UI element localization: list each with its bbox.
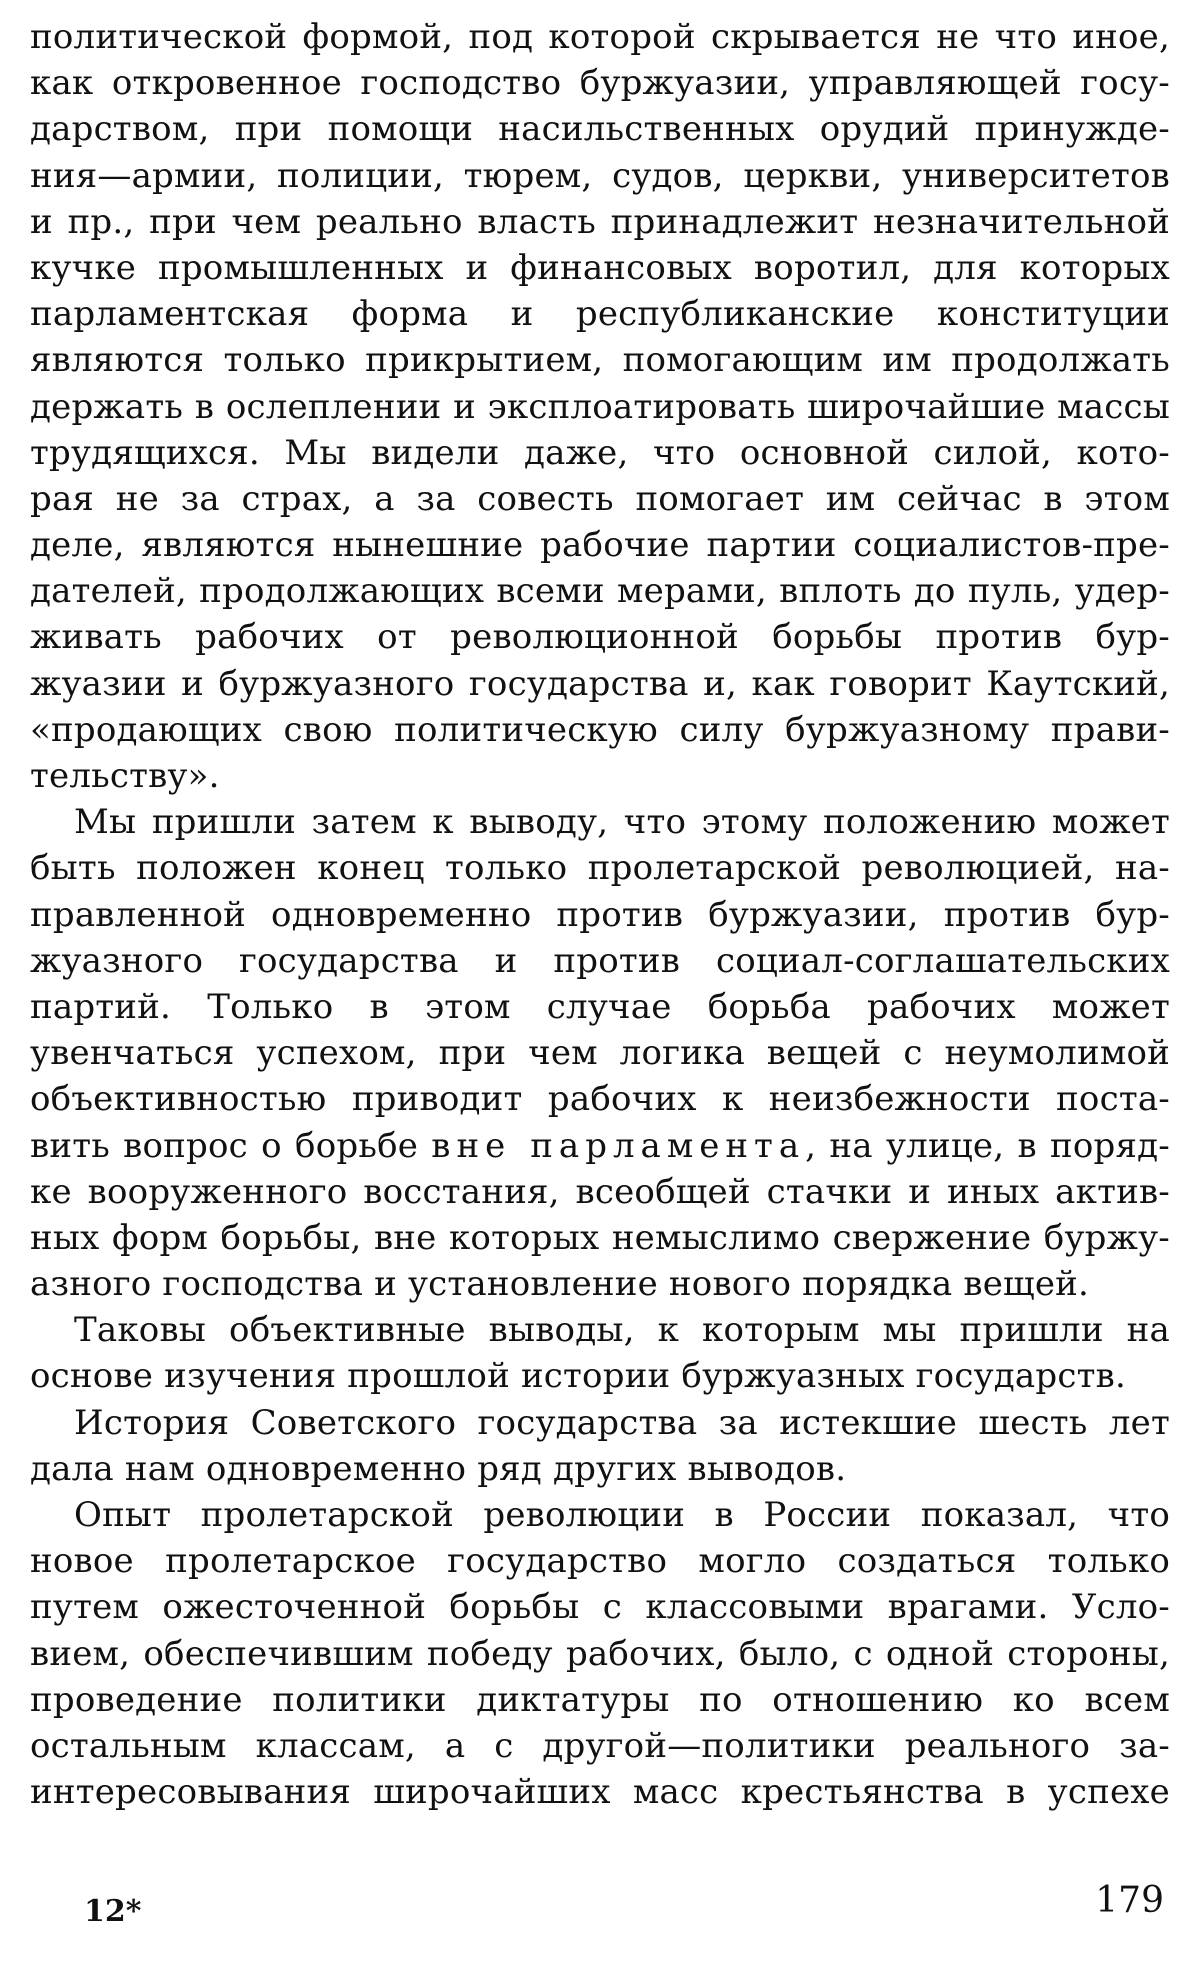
text-line: «продающих свою политическую силу буржуазному прави- (30, 709, 1170, 750)
text-line: вием, обеспечившим победу рабочих, было, с одной стороны, (30, 1633, 1170, 1674)
text-line: рая не за страх, а за совесть помогает им сейчас в этом (30, 478, 1170, 519)
text-line: жуазии и буржуазного государства и, как говорит Каутский, (30, 663, 1170, 704)
text-line: быть положен конец только пролетарской революцией, на- (30, 848, 1170, 889)
paragraph-start-line: Таковы объективные выводы, к которым мы пришли на (74, 1310, 1170, 1351)
line-part-before: вить вопрос о борьбе (30, 1125, 432, 1166)
text-line: дателей, продолжающих всеми мерами, вплоть до пуль, удер- (30, 571, 1170, 612)
text-line: проведение политики диктатуры по отношению ко всем (30, 1679, 1170, 1720)
text-line: партий. Только в этом случае борьба рабочих может (30, 986, 1170, 1027)
text-line: азного господства и установление нового порядка вещей. (30, 1264, 1090, 1305)
page-footer (0, 1880, 1200, 1940)
text-line: как откровенное господство буржуазии, управляющей госу- (30, 63, 1170, 104)
text-line: держать в ослеплении и эксплоатировать широчайшие массы (30, 386, 1170, 427)
text-line: путем ожесточенной борьбы с классовыми врагами. Усло- (30, 1587, 1170, 1628)
page-number: 179 (1095, 1880, 1164, 1921)
text-line: ных форм борьбы, вне которых немыслимо свержение буржу- (30, 1217, 1170, 1258)
text-line: жуазного государства и против социал-соглашательских (30, 940, 1170, 981)
paragraph-start-line: Мы пришли затем к выводу, что этому положению может (74, 802, 1170, 843)
text-line: трудящихся. Мы видели даже, что основной силой, кото- (30, 432, 1170, 473)
body-text (30, 14, 1170, 1815)
text-line: остальным классам, а с другой—политики реального за- (30, 1725, 1170, 1766)
text-line: являются только прикрытием, помогающим им продолжать (30, 340, 1170, 381)
text-line: увенчаться успехом, при чем логика вещей с неумолимой (30, 1033, 1170, 1074)
text-line: интересовывания широчайших масс крестьянства в успехе (30, 1772, 1170, 1813)
text-line: дарством, при помощи насильственных орудий принужде- (30, 109, 1170, 150)
text-line: новое пролетарское государство могло создаться только (30, 1541, 1170, 1582)
text-line: политической формой, под которой скрывается не что иное, (30, 17, 1170, 57)
paragraph-start-line: История Советского государства за истекшие шесть лет (74, 1402, 1170, 1443)
text-line: правленной одновременно против буржуазии, против бур- (30, 894, 1170, 935)
text-line: дала нам одновременно ряд других выводов. (30, 1448, 847, 1489)
text-line-with-spaced-emphasis (30, 1123, 1170, 1169)
text-line: деле, являются нынешние рабочие партии социалистов-пре- (30, 525, 1170, 566)
signature-mark: 12* (84, 1894, 142, 1929)
text-line: парламентская форма и республиканские конституции (30, 294, 1170, 335)
text-line: тельству». (30, 756, 220, 796)
text-line: ния—армии, полиции, тюрем, судов, церкви, университетов (30, 155, 1170, 196)
text-line: ке вооруженного восстания, всеобщей стачки и иных актив- (30, 1171, 1170, 1212)
text-line: и пр., при чем реально власть принадлежит незначительной (30, 201, 1170, 242)
text-line: живать рабочих от революционной борьбы против бур- (30, 617, 1170, 658)
line-part-after: , на улице, в поряд- (805, 1125, 1170, 1166)
text-line: объективностью приводит рабочих к неизбежности поста- (30, 1079, 1170, 1120)
paragraph-start-line: Опыт пролетарской революции в России показал, что (74, 1495, 1170, 1535)
text-line: основе изучения прошлой истории буржуазных государств. (30, 1356, 1126, 1397)
spaced-emphasis: вне парламента (431, 1125, 806, 1166)
text-line: кучке промышленных и финансовых воротил, для которых (30, 247, 1170, 288)
